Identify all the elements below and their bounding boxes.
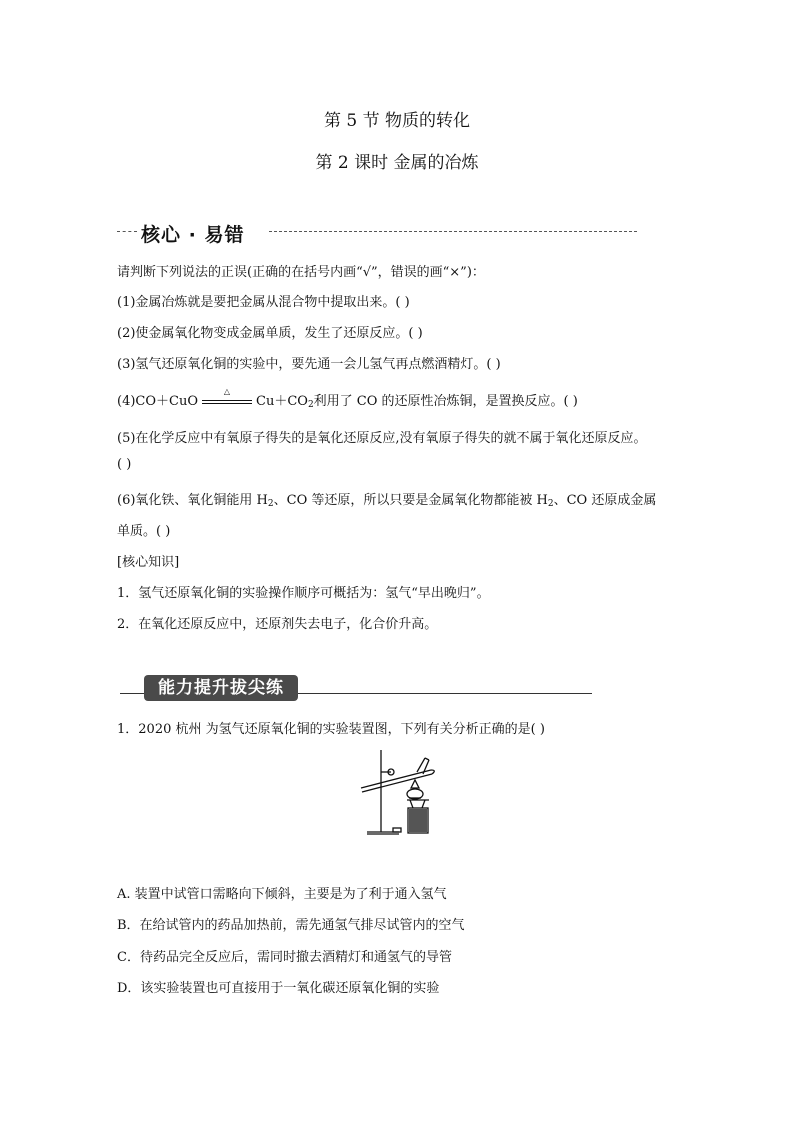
lab-apparatus-icon bbox=[355, 748, 439, 838]
statement-6-part-a: (6)氧化铁、氧化铜能用 H bbox=[117, 493, 268, 508]
statement-2: (2)使金属氧化物变成金属单质，发生了还原反应。( ) bbox=[117, 326, 423, 341]
statement-4-rest: 利用了 CO 的还原性冶炼铜，是置换反应。( ) bbox=[313, 394, 578, 409]
option-c: C．待药品完全反应后，需同时撤去酒精灯和通氢气的导管 bbox=[117, 950, 452, 965]
statement-6-subscript-2: 2 bbox=[547, 499, 554, 509]
option-a: A. 装置中试管口需略向下倾斜，主要是为了利于通入氢气 bbox=[117, 887, 447, 902]
section-ability-label: 能力提升拔尖练 bbox=[144, 675, 298, 701]
knowledge-item-2: 2．在氧化还原反应中，还原剂失去电子，化合价升高。 bbox=[117, 617, 438, 632]
section-core-label: 核心 · 易错 bbox=[141, 224, 245, 246]
section-core-header bbox=[117, 219, 637, 245]
statement-4-products: Cu＋CO bbox=[256, 394, 308, 409]
section-ability-header bbox=[120, 673, 592, 703]
statement-6-part-b: 、CO 等还原，所以只要是金属氧化物都能被 H bbox=[273, 493, 548, 508]
option-b: B．在给试管内的药品加热前，需先通氢气排尽试管内的空气 bbox=[117, 918, 465, 933]
statement-5-line1: (5)在化学反应中有氧原子得失的是氧化还原反应,没有氧原子得失的就不属于氧化还原反应。 bbox=[117, 431, 647, 446]
page-subtitle: 第 2 课时 金属的冶炼 bbox=[315, 153, 479, 173]
statement-4-reactants: (4)CO＋CuO bbox=[117, 394, 198, 409]
knowledge-item-1: 1．氢气还原氧化铜的实验操作顺序可概括为：氢气“早出晚归”。 bbox=[117, 586, 490, 601]
reaction-equals-sign bbox=[202, 386, 252, 409]
statement-6-subscript-1: 2 bbox=[267, 499, 274, 509]
statement-4 bbox=[117, 386, 578, 410]
statement-5-line2: ( ) bbox=[117, 457, 132, 472]
option-d: D．该实验装置也可直接用于一氧化碳还原氧化铜的实验 bbox=[117, 981, 440, 996]
heating-condition: △ bbox=[223, 386, 231, 396]
statement-6-part-c: 、CO 还原成金属 bbox=[553, 493, 657, 508]
page-title: 第 5 节 物质的转化 bbox=[323, 111, 471, 131]
statement-4-subscript: 2 bbox=[307, 400, 314, 410]
statement-1: (1)金属冶炼就是要把金属从混合物中提取出来。( ) bbox=[117, 295, 410, 310]
statement-3: (3)氢气还原氧化铜的实验中，要先通一会儿氢气再点燃酒精灯。( ) bbox=[117, 357, 501, 372]
statement-6-line2: 单质。( ) bbox=[117, 524, 171, 539]
question-1: 1．2020 杭州 为氢气还原氧化铜的实验装置图，下列有关分析正确的是( ) bbox=[117, 722, 545, 737]
statement-6-line1 bbox=[117, 489, 656, 509]
knowledge-title: [核心知识] bbox=[117, 555, 180, 570]
instruction-text: 请判断下列说法的正误(正确的在括号内画“√”，错误的画“×”)： bbox=[117, 265, 485, 280]
